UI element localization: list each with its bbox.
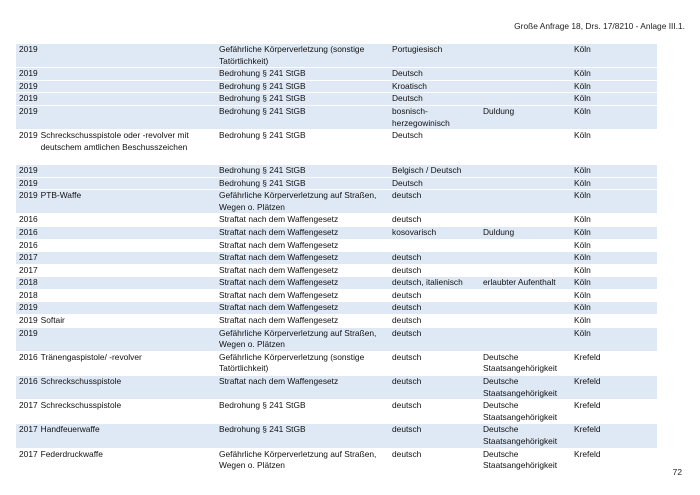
weapon-type <box>38 302 41 314</box>
table-row <box>16 130 657 165</box>
table-row <box>16 190 657 214</box>
table-row <box>16 277 657 290</box>
table-row <box>16 239 657 252</box>
year: 2019 <box>19 130 38 141</box>
city: Krefeld <box>571 448 657 472</box>
nationality: deutsch <box>389 315 480 328</box>
cell-year-weapon <box>16 448 216 472</box>
weapon-type <box>38 265 41 277</box>
weapon-type: Schreckschusspistole <box>40 400 122 411</box>
table-row <box>16 327 657 351</box>
nationality <box>389 239 480 252</box>
year: 2017 <box>19 448 38 459</box>
city: Köln <box>571 105 657 129</box>
offense: Gefährliche Körperverletzung auf Straßen, Wegen o. Plätzen <box>216 190 389 214</box>
year: 2019 <box>19 80 38 91</box>
document-header: Große Anfrage 18, Drs. 17/8210 - Anlage III.1. <box>514 21 685 31</box>
cell-year-weapon <box>16 164 216 177</box>
city: Krefeld <box>571 400 657 424</box>
city: Köln <box>571 264 657 277</box>
table-row <box>16 80 657 93</box>
nationality: deutsch <box>389 252 480 265</box>
residence-status: Deutsche Staatsangehörigkeit <box>480 424 571 448</box>
nationality: Deutsch <box>389 177 480 190</box>
city: Köln <box>571 164 657 177</box>
cell-year-weapon <box>16 351 216 375</box>
table-row <box>16 68 657 81</box>
residence-status <box>480 80 571 93</box>
offense: Straftat nach dem Waffengesetz <box>216 277 389 290</box>
offense: Bedrohung § 241 StGB <box>216 130 389 165</box>
table-row <box>16 289 657 302</box>
residence-status <box>480 214 571 227</box>
residence-status <box>480 239 571 252</box>
offense: Straftat nach dem Waffengesetz <box>216 226 389 239</box>
offense: Bedrohung § 241 StGB <box>216 424 389 448</box>
cell-year-weapon <box>16 302 216 315</box>
weapon-type: Schreckschusspistole <box>40 376 122 387</box>
offense: Straftat nach dem Waffengesetz <box>216 376 389 400</box>
offense: Straftat nach dem Waffengesetz <box>216 264 389 277</box>
weapon-type <box>38 290 41 302</box>
table-row <box>16 424 657 448</box>
weapons-offense-table <box>16 44 657 473</box>
weapon-type: Tränengaspistole/ -revolver <box>40 351 142 362</box>
residence-status: Deutsche Staatsangehörigkeit <box>480 400 571 424</box>
table-row <box>16 177 657 190</box>
year: 2017 <box>19 264 38 275</box>
nationality: deutsch <box>389 448 480 472</box>
city: Köln <box>571 80 657 93</box>
weapon-type <box>38 81 41 93</box>
nationality: Deutsch <box>389 93 480 106</box>
table-row <box>16 252 657 265</box>
residence-status <box>480 164 571 177</box>
year: 2019 <box>19 302 38 313</box>
weapon-type <box>38 252 41 264</box>
year: 2019 <box>19 105 38 116</box>
residence-status: Deutsche Staatsangehörigkeit <box>480 351 571 375</box>
city: Köln <box>571 68 657 81</box>
year: 2019 <box>19 93 38 104</box>
nationality: deutsch <box>389 302 480 315</box>
residence-status <box>480 252 571 265</box>
offense: Bedrohung § 241 StGB <box>216 80 389 93</box>
table-row <box>16 105 657 129</box>
weapon-type: Softair <box>40 315 65 326</box>
nationality: deutsch <box>389 327 480 351</box>
residence-status <box>480 315 571 328</box>
weapon-type <box>38 240 41 252</box>
cell-year-weapon <box>16 177 216 190</box>
city: Köln <box>571 177 657 190</box>
nationality: Deutsch <box>389 68 480 81</box>
weapon-type: Federdruckwaffe <box>40 448 103 459</box>
city: Köln <box>571 239 657 252</box>
cell-year-weapon <box>16 130 216 165</box>
city: Köln <box>571 302 657 315</box>
nationality: Belgisch / Deutsch <box>389 164 480 177</box>
residence-status <box>480 130 571 165</box>
residence-status <box>480 68 571 81</box>
nationality: deutsch <box>389 424 480 448</box>
table-row <box>16 44 657 68</box>
city: Krefeld <box>571 351 657 375</box>
city: Köln <box>571 315 657 328</box>
weapon-type <box>38 178 41 190</box>
cell-year-weapon <box>16 376 216 400</box>
year: 2016 <box>19 239 38 250</box>
offense: Straftat nach dem Waffengesetz <box>216 239 389 252</box>
table-row <box>16 93 657 106</box>
year: 2019 <box>19 190 38 201</box>
year: 2019 <box>19 315 38 326</box>
cell-year-weapon <box>16 190 216 214</box>
residence-status <box>480 177 571 190</box>
weapon-type <box>38 93 41 105</box>
table-row <box>16 226 657 239</box>
weapon-type <box>38 106 41 118</box>
nationality: deutsch <box>389 264 480 277</box>
offense: Straftat nach dem Waffengesetz <box>216 252 389 265</box>
offense: Gefährliche Körperverletzung (sonstige Tatörtlichkeit) <box>216 44 389 68</box>
residence-status: Deutsche Staatsangehörigkeit <box>480 376 571 400</box>
nationality: deutsch <box>389 351 480 375</box>
city: Köln <box>571 327 657 351</box>
city: Köln <box>571 226 657 239</box>
city: Köln <box>571 130 657 165</box>
year: 2016 <box>19 376 38 387</box>
city: Köln <box>571 44 657 68</box>
offense: Gefährliche Körperverletzung (sonstige Tatörtlichkeit) <box>216 351 389 375</box>
cell-year-weapon <box>16 424 216 448</box>
offense: Bedrohung § 241 StGB <box>216 68 389 81</box>
weapon-type: Handfeuerwaffe <box>40 424 100 435</box>
table-row <box>16 214 657 227</box>
residence-status <box>480 44 571 68</box>
year: 2017 <box>19 424 38 435</box>
year: 2019 <box>19 68 38 79</box>
weapon-type <box>38 328 41 340</box>
weapon-type: PTB-Waffe <box>40 190 82 201</box>
cell-year-weapon <box>16 93 216 106</box>
cell-year-weapon <box>16 315 216 328</box>
table-row <box>16 376 657 400</box>
table-row <box>16 400 657 424</box>
page-number: 72 <box>672 467 682 477</box>
weapon-type <box>38 68 41 80</box>
offense: Bedrohung § 241 StGB <box>216 93 389 106</box>
table-row <box>16 448 657 472</box>
cell-year-weapon <box>16 44 216 68</box>
residence-status <box>480 327 571 351</box>
cell-year-weapon <box>16 400 216 424</box>
city: Köln <box>571 214 657 227</box>
weapon-type <box>38 44 41 56</box>
offense: Gefährliche Körperverletzung auf Straßen, Wegen o. Plätzen <box>216 448 389 472</box>
city: Köln <box>571 289 657 302</box>
weapon-type: Schreckschusspistole oder -revolver mit deutschem amtlichen Beschusszeichen <box>40 130 189 152</box>
year: 2016 <box>19 214 38 225</box>
city: Köln <box>571 93 657 106</box>
nationality: Kroatisch <box>389 80 480 93</box>
city: Köln <box>571 252 657 265</box>
offense: Straftat nach dem Waffengesetz <box>216 315 389 328</box>
year: 2017 <box>19 400 38 411</box>
year: 2018 <box>19 289 38 300</box>
residence-status: erlaubter Aufenthalt <box>480 277 571 290</box>
year: 2019 <box>19 164 38 175</box>
offense: Bedrohung § 241 StGB <box>216 105 389 129</box>
city: Köln <box>571 190 657 214</box>
nationality: deutsch <box>389 190 480 214</box>
offense: Bedrohung § 241 StGB <box>216 177 389 190</box>
year: 2016 <box>19 351 38 362</box>
city: Krefeld <box>571 376 657 400</box>
table-row <box>16 164 657 177</box>
cell-year-weapon <box>16 327 216 351</box>
cell-year-weapon <box>16 289 216 302</box>
offense: Bedrohung § 241 StGB <box>216 164 389 177</box>
offense: Straftat nach dem Waffengesetz <box>216 214 389 227</box>
residence-status: Duldung <box>480 105 571 129</box>
residence-status: Deutsche Staatsangehörigkeit <box>480 448 571 472</box>
year: 2019 <box>19 327 38 338</box>
offense: Bedrohung § 241 StGB <box>216 400 389 424</box>
cell-year-weapon <box>16 226 216 239</box>
weapon-type <box>38 214 41 226</box>
city: Köln <box>571 277 657 290</box>
residence-status <box>480 289 571 302</box>
city: Krefeld <box>571 424 657 448</box>
nationality: deutsch <box>389 214 480 227</box>
table-body <box>16 44 657 472</box>
cell-year-weapon <box>16 214 216 227</box>
nationality: deutsch <box>389 289 480 302</box>
nationality: Deutsch <box>389 130 480 165</box>
year: 2018 <box>19 277 38 288</box>
weapon-type <box>38 277 41 289</box>
offense: Gefährliche Körperverletzung auf Straßen, Wegen o. Plätzen <box>216 327 389 351</box>
offense: Straftat nach dem Waffengesetz <box>216 302 389 315</box>
residence-status <box>480 190 571 214</box>
residence-status: Duldung <box>480 226 571 239</box>
cell-year-weapon <box>16 68 216 81</box>
weapon-type <box>38 227 41 239</box>
year: 2019 <box>19 177 38 188</box>
nationality: deutsch, italienisch <box>389 277 480 290</box>
year: 2017 <box>19 252 38 263</box>
table-row <box>16 315 657 328</box>
cell-year-weapon <box>16 105 216 129</box>
offense: Straftat nach dem Waffengesetz <box>216 289 389 302</box>
nationality: deutsch <box>389 400 480 424</box>
residence-status <box>480 264 571 277</box>
table-row <box>16 264 657 277</box>
cell-year-weapon <box>16 239 216 252</box>
weapon-type <box>38 165 41 177</box>
table-row <box>16 302 657 315</box>
cell-year-weapon <box>16 264 216 277</box>
cell-year-weapon <box>16 80 216 93</box>
year: 2019 <box>19 44 38 54</box>
cell-year-weapon <box>16 277 216 290</box>
residence-status <box>480 93 571 106</box>
year: 2016 <box>19 226 38 237</box>
nationality: Portugiesisch <box>389 44 480 68</box>
table-row <box>16 351 657 375</box>
nationality: kosovarisch <box>389 226 480 239</box>
residence-status <box>480 302 571 315</box>
nationality: bosnisch-herzegowinisch <box>389 105 480 129</box>
nationality: deutsch <box>389 376 480 400</box>
cell-year-weapon <box>16 252 216 265</box>
